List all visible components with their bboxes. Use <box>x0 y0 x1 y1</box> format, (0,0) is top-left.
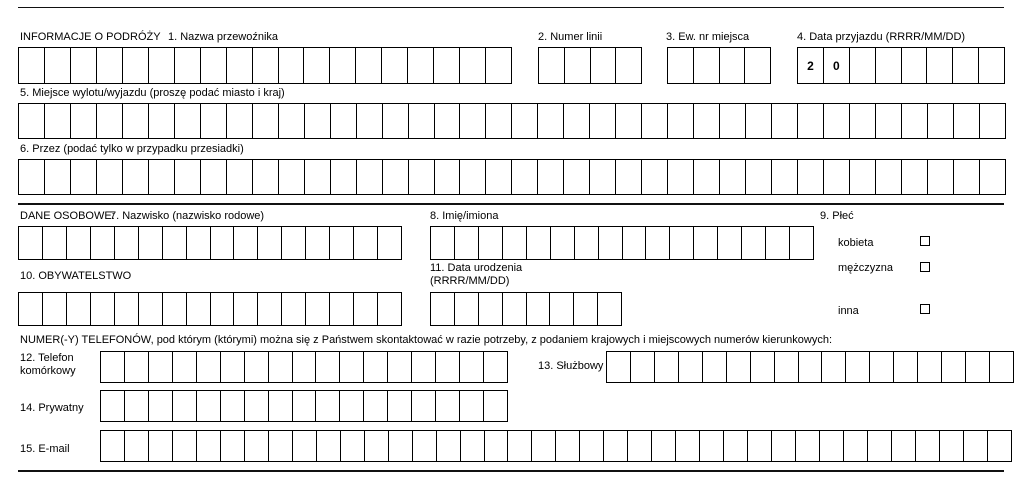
char-box[interactable] <box>279 160 305 194</box>
char-box[interactable] <box>799 352 823 382</box>
char-box[interactable] <box>149 431 173 461</box>
char-box[interactable] <box>966 352 990 382</box>
char-box[interactable] <box>746 104 772 138</box>
char-box[interactable] <box>953 48 979 83</box>
char-box[interactable] <box>234 293 258 325</box>
char-box[interactable] <box>383 160 409 194</box>
char-box[interactable] <box>279 104 305 138</box>
char-box[interactable]: 0 <box>824 48 850 83</box>
char-box[interactable] <box>822 352 846 382</box>
char-box[interactable] <box>173 431 197 461</box>
char-box[interactable] <box>269 352 293 382</box>
char-box[interactable] <box>330 227 354 259</box>
char-box[interactable] <box>221 352 245 382</box>
char-box[interactable] <box>413 431 437 461</box>
char-box[interactable] <box>173 352 197 382</box>
char-box[interactable] <box>460 48 486 83</box>
sex-male-checkbox[interactable] <box>920 262 930 272</box>
char-box[interactable] <box>591 48 617 83</box>
char-box[interactable] <box>388 352 412 382</box>
char-box[interactable] <box>149 104 175 138</box>
char-box[interactable] <box>642 160 668 194</box>
personal-section-title: DANE OSOBOWE: <box>20 210 115 222</box>
arrival-date-label: 4. Data przyjazdu (RRRR/MM/DD) <box>797 31 966 43</box>
char-box[interactable] <box>668 48 694 83</box>
char-box[interactable] <box>598 293 622 325</box>
char-box[interactable] <box>604 431 628 461</box>
char-box[interactable] <box>101 431 125 461</box>
char-box[interactable] <box>616 160 642 194</box>
char-box[interactable] <box>245 431 269 461</box>
char-box[interactable] <box>45 48 71 83</box>
char-box[interactable] <box>532 431 556 461</box>
char-box[interactable] <box>479 293 503 325</box>
char-box[interactable] <box>486 160 512 194</box>
char-box[interactable] <box>460 352 484 382</box>
char-box[interactable] <box>824 160 850 194</box>
char-box[interactable] <box>293 352 317 382</box>
char-box[interactable] <box>163 227 187 259</box>
char-box[interactable] <box>383 104 409 138</box>
char-box[interactable] <box>115 293 139 325</box>
char-box[interactable] <box>197 352 221 382</box>
char-box[interactable] <box>694 48 720 83</box>
char-box[interactable] <box>19 160 45 194</box>
char-box[interactable] <box>775 352 799 382</box>
departure-place-boxes[interactable] <box>18 103 1006 139</box>
char-box[interactable] <box>227 104 253 138</box>
char-box[interactable] <box>221 391 245 421</box>
char-box[interactable] <box>269 431 293 461</box>
char-box[interactable] <box>282 293 306 325</box>
char-box[interactable] <box>676 431 700 461</box>
char-box[interactable] <box>388 391 412 421</box>
char-box[interactable] <box>175 104 201 138</box>
char-box[interactable] <box>720 160 746 194</box>
char-box[interactable] <box>227 48 253 83</box>
char-box[interactable] <box>173 391 197 421</box>
char-box[interactable] <box>508 431 532 461</box>
char-box[interactable] <box>964 431 988 461</box>
travel-section-title: INFORMACJE O PODRÓŻY <box>20 31 161 43</box>
char-box[interactable] <box>564 104 590 138</box>
char-box[interactable] <box>460 391 484 421</box>
char-box[interactable] <box>772 160 798 194</box>
char-box[interactable] <box>694 227 718 259</box>
char-box[interactable] <box>149 352 173 382</box>
char-box[interactable] <box>748 431 772 461</box>
char-box[interactable] <box>43 293 67 325</box>
char-box[interactable] <box>71 104 97 138</box>
char-box[interactable] <box>356 48 382 83</box>
char-box[interactable] <box>409 160 435 194</box>
char-box[interactable] <box>354 227 378 259</box>
char-box[interactable] <box>798 104 824 138</box>
char-box[interactable] <box>123 160 149 194</box>
char-box[interactable] <box>279 48 305 83</box>
char-box[interactable] <box>928 104 954 138</box>
surname-boxes[interactable] <box>18 226 402 260</box>
char-box[interactable] <box>125 352 149 382</box>
via-label: 6. Przez (podać tylko w przypadku przesiadki) <box>20 143 244 155</box>
char-box[interactable] <box>980 104 1006 138</box>
char-box[interactable] <box>727 352 751 382</box>
char-box[interactable] <box>539 48 565 83</box>
char-box[interactable] <box>306 227 330 259</box>
char-box[interactable] <box>258 293 282 325</box>
char-box[interactable] <box>115 227 139 259</box>
work-phone-label: 13. Służbowy <box>538 360 604 372</box>
char-box[interactable] <box>163 293 187 325</box>
char-box[interactable] <box>197 431 221 461</box>
char-box[interactable] <box>305 104 331 138</box>
char-box[interactable] <box>700 431 724 461</box>
char-box[interactable] <box>988 431 1012 461</box>
char-box[interactable] <box>253 104 279 138</box>
char-box[interactable] <box>796 431 820 461</box>
char-box[interactable] <box>455 227 479 259</box>
char-box[interactable] <box>282 227 306 259</box>
char-box[interactable] <box>820 431 844 461</box>
char-box[interactable] <box>628 431 652 461</box>
char-box[interactable] <box>846 352 870 382</box>
firstname-label: 8. Imię/imiona <box>430 210 499 222</box>
char-box[interactable] <box>175 160 201 194</box>
char-box[interactable] <box>927 48 953 83</box>
char-box[interactable] <box>101 391 125 421</box>
char-box[interactable] <box>479 227 503 259</box>
arrival-date-boxes[interactable] <box>797 47 1005 84</box>
char-box[interactable] <box>19 48 45 83</box>
section-divider <box>18 203 1004 205</box>
char-box[interactable] <box>187 293 211 325</box>
surname-label: 7. Nazwisko (nazwisko rodowe) <box>110 210 265 222</box>
char-box[interactable] <box>67 227 91 259</box>
char-box[interactable] <box>365 431 389 461</box>
char-box[interactable] <box>197 391 221 421</box>
char-box[interactable] <box>745 48 771 83</box>
char-box[interactable] <box>599 227 623 259</box>
char-box[interactable] <box>564 160 590 194</box>
char-box[interactable] <box>149 48 175 83</box>
char-box[interactable] <box>918 352 942 382</box>
char-box[interactable] <box>436 391 460 421</box>
char-box[interactable] <box>527 293 551 325</box>
char-box[interactable] <box>357 160 383 194</box>
carrier-name-boxes[interactable] <box>18 47 512 84</box>
bottom-rule <box>18 470 1004 472</box>
char-box[interactable] <box>409 104 435 138</box>
carrier-label: 1. Nazwa przewoźnika <box>168 31 279 43</box>
char-box[interactable] <box>364 352 388 382</box>
char-box[interactable] <box>486 48 512 83</box>
char-box[interactable] <box>412 391 436 421</box>
char-box[interactable] <box>97 48 123 83</box>
char-box[interactable] <box>125 431 149 461</box>
char-box[interactable] <box>703 352 727 382</box>
char-box[interactable]: 2 <box>798 48 824 83</box>
char-box[interactable] <box>484 352 508 382</box>
char-box[interactable] <box>330 293 354 325</box>
mobile-phone-boxes[interactable] <box>100 351 508 383</box>
char-box[interactable] <box>590 104 616 138</box>
char-box[interactable] <box>19 293 43 325</box>
char-box[interactable] <box>718 227 742 259</box>
char-box[interactable] <box>790 227 814 259</box>
char-box[interactable] <box>293 391 317 421</box>
char-box[interactable] <box>503 293 527 325</box>
char-box[interactable] <box>575 227 599 259</box>
char-box[interactable] <box>876 48 902 83</box>
citizenship-label: 10. OBYWATELSTWO <box>20 270 132 282</box>
seat-number-boxes[interactable] <box>667 47 771 84</box>
char-box[interactable] <box>331 160 357 194</box>
char-box[interactable] <box>460 160 486 194</box>
char-box[interactable] <box>304 48 330 83</box>
char-box[interactable] <box>45 160 71 194</box>
char-box[interactable] <box>724 431 748 461</box>
char-box[interactable] <box>408 48 434 83</box>
char-box[interactable] <box>876 160 902 194</box>
seat-number-label: 3. Ew. nr miejsca <box>666 31 750 43</box>
char-box[interactable] <box>269 391 293 421</box>
phones-intro: NUMER(-Y) TELEFONÓW, pod którym (którymi) można się z Państwem skontaktować w razie potrzeby, z podaniem krajowych i miejscowych numerów kierunkowych: <box>20 334 833 346</box>
char-box[interactable] <box>766 227 790 259</box>
char-box[interactable] <box>942 352 966 382</box>
char-box[interactable] <box>234 227 258 259</box>
char-box[interactable] <box>565 48 591 83</box>
char-box[interactable] <box>720 48 746 83</box>
char-box[interactable] <box>201 160 227 194</box>
sex-other-checkbox[interactable] <box>920 304 930 314</box>
char-box[interactable] <box>556 431 580 461</box>
char-box[interactable] <box>125 391 149 421</box>
char-box[interactable] <box>378 227 402 259</box>
char-box[interactable] <box>486 104 512 138</box>
char-box[interactable] <box>850 104 876 138</box>
char-box[interactable] <box>245 391 269 421</box>
char-box[interactable] <box>67 293 91 325</box>
char-box[interactable] <box>980 160 1006 194</box>
char-box[interactable] <box>870 352 894 382</box>
char-box[interactable] <box>412 352 436 382</box>
char-box[interactable] <box>341 431 365 461</box>
char-box[interactable] <box>201 104 227 138</box>
char-box[interactable] <box>227 160 253 194</box>
char-box[interactable] <box>631 352 655 382</box>
char-box[interactable] <box>245 352 269 382</box>
sex-option-male: mężczyzna <box>838 262 894 274</box>
char-box[interactable] <box>772 104 798 138</box>
private-phone-boxes[interactable] <box>100 390 508 422</box>
char-box[interactable] <box>751 352 775 382</box>
char-box[interactable] <box>772 431 796 461</box>
char-box[interactable] <box>149 160 175 194</box>
sex-label: 9. Płeć <box>820 210 854 222</box>
char-box[interactable] <box>538 104 564 138</box>
char-box[interactable] <box>668 104 694 138</box>
mobile-phone-label: 12. Telefon komórkowy <box>20 352 76 377</box>
char-box[interactable] <box>607 352 631 382</box>
char-box[interactable] <box>435 104 461 138</box>
char-box[interactable] <box>694 104 720 138</box>
char-box[interactable] <box>316 352 340 382</box>
char-box[interactable] <box>201 48 227 83</box>
char-box[interactable] <box>316 391 340 421</box>
char-box[interactable] <box>305 160 331 194</box>
line-number-label: 2. Numer linii <box>538 31 603 43</box>
sex-option-female: kobieta <box>838 237 874 249</box>
char-box[interactable] <box>354 293 378 325</box>
char-box[interactable] <box>550 293 574 325</box>
char-box[interactable] <box>253 48 279 83</box>
char-box[interactable] <box>538 160 564 194</box>
char-box[interactable] <box>306 293 330 325</box>
char-box[interactable] <box>149 391 173 421</box>
char-box[interactable] <box>894 352 918 382</box>
char-box[interactable] <box>435 160 461 194</box>
char-box[interactable] <box>902 160 928 194</box>
private-phone-label: 14. Prywatny <box>20 402 84 414</box>
char-box[interactable] <box>902 48 928 83</box>
char-box[interactable] <box>19 104 45 138</box>
char-box[interactable] <box>940 431 964 461</box>
top-rule <box>18 7 1004 8</box>
char-box[interactable] <box>340 391 364 421</box>
firstname-boxes[interactable] <box>430 226 814 260</box>
char-box[interactable] <box>460 104 486 138</box>
char-box[interactable] <box>258 227 282 259</box>
char-box[interactable] <box>954 160 980 194</box>
char-box[interactable] <box>916 431 940 461</box>
char-box[interactable] <box>655 352 679 382</box>
char-box[interactable] <box>850 48 876 83</box>
char-box[interactable] <box>824 104 850 138</box>
char-box[interactable] <box>43 227 67 259</box>
char-box[interactable] <box>746 160 772 194</box>
char-box[interactable] <box>580 431 604 461</box>
char-box[interactable] <box>211 227 235 259</box>
char-box[interactable] <box>330 48 356 83</box>
char-box[interactable] <box>844 431 868 461</box>
char-box[interactable] <box>431 293 455 325</box>
char-box[interactable] <box>364 391 388 421</box>
char-box[interactable] <box>979 48 1005 83</box>
char-box[interactable] <box>91 293 115 325</box>
char-box[interactable] <box>652 431 676 461</box>
char-box[interactable] <box>221 431 245 461</box>
char-box[interactable] <box>139 293 163 325</box>
char-box[interactable] <box>45 104 71 138</box>
char-box[interactable] <box>646 227 670 259</box>
char-box[interactable] <box>437 431 461 461</box>
char-box[interactable] <box>954 104 980 138</box>
char-box[interactable] <box>868 431 892 461</box>
char-box[interactable] <box>623 227 647 259</box>
char-box[interactable] <box>485 431 509 461</box>
char-box[interactable] <box>357 104 383 138</box>
char-box[interactable] <box>902 104 928 138</box>
char-box[interactable] <box>211 293 235 325</box>
char-box[interactable] <box>389 431 413 461</box>
sex-female-checkbox[interactable] <box>920 236 930 246</box>
char-box[interactable] <box>551 227 575 259</box>
char-box[interactable] <box>436 352 460 382</box>
char-box[interactable] <box>139 227 163 259</box>
char-box[interactable] <box>123 104 149 138</box>
char-box[interactable] <box>97 104 123 138</box>
char-box[interactable] <box>431 227 455 259</box>
char-box[interactable] <box>642 104 668 138</box>
char-box[interactable] <box>123 48 149 83</box>
char-box[interactable] <box>616 104 642 138</box>
char-box[interactable] <box>484 391 508 421</box>
char-box[interactable] <box>71 160 97 194</box>
char-box[interactable] <box>512 160 538 194</box>
char-box[interactable] <box>590 160 616 194</box>
char-box[interactable] <box>340 352 364 382</box>
char-box[interactable] <box>720 104 746 138</box>
sex-option-other: inna <box>838 305 859 317</box>
char-box[interactable] <box>331 104 357 138</box>
char-box[interactable] <box>293 431 317 461</box>
char-box[interactable] <box>742 227 766 259</box>
char-box[interactable] <box>694 160 720 194</box>
citizenship-boxes[interactable] <box>18 292 402 326</box>
work-phone-boxes[interactable] <box>606 351 1014 383</box>
char-box[interactable] <box>574 293 598 325</box>
char-box[interactable] <box>850 160 876 194</box>
char-box[interactable] <box>175 48 201 83</box>
birthdate-boxes[interactable] <box>430 292 622 326</box>
char-box[interactable] <box>71 48 97 83</box>
char-box[interactable] <box>876 104 902 138</box>
char-box[interactable] <box>616 48 642 83</box>
line-number-boxes[interactable] <box>538 47 642 84</box>
char-box[interactable] <box>461 431 485 461</box>
char-box[interactable] <box>253 160 279 194</box>
char-box[interactable] <box>101 352 125 382</box>
char-box[interactable] <box>434 48 460 83</box>
char-box[interactable] <box>990 352 1014 382</box>
email-boxes[interactable] <box>100 430 1012 462</box>
char-box[interactable] <box>97 160 123 194</box>
via-boxes[interactable] <box>18 159 1006 195</box>
birthdate-label: 11. Data urodzenia (RRRR/MM/DD) <box>430 262 523 287</box>
char-box[interactable] <box>928 160 954 194</box>
char-box[interactable] <box>668 160 694 194</box>
char-box[interactable] <box>317 431 341 461</box>
char-box[interactable] <box>670 227 694 259</box>
char-box[interactable] <box>187 227 211 259</box>
char-box[interactable] <box>382 48 408 83</box>
char-box[interactable] <box>19 227 43 259</box>
char-box[interactable] <box>798 160 824 194</box>
char-box[interactable] <box>455 293 479 325</box>
char-box[interactable] <box>503 227 527 259</box>
char-box[interactable] <box>679 352 703 382</box>
email-label: 15. E-mail <box>20 443 70 455</box>
char-box[interactable] <box>91 227 115 259</box>
departure-place-label: 5. Miejsce wylotu/wyjazdu (proszę podać miasto i kraj) <box>20 87 285 99</box>
char-box[interactable] <box>378 293 402 325</box>
char-box[interactable] <box>892 431 916 461</box>
char-box[interactable] <box>527 227 551 259</box>
char-box[interactable] <box>512 104 538 138</box>
